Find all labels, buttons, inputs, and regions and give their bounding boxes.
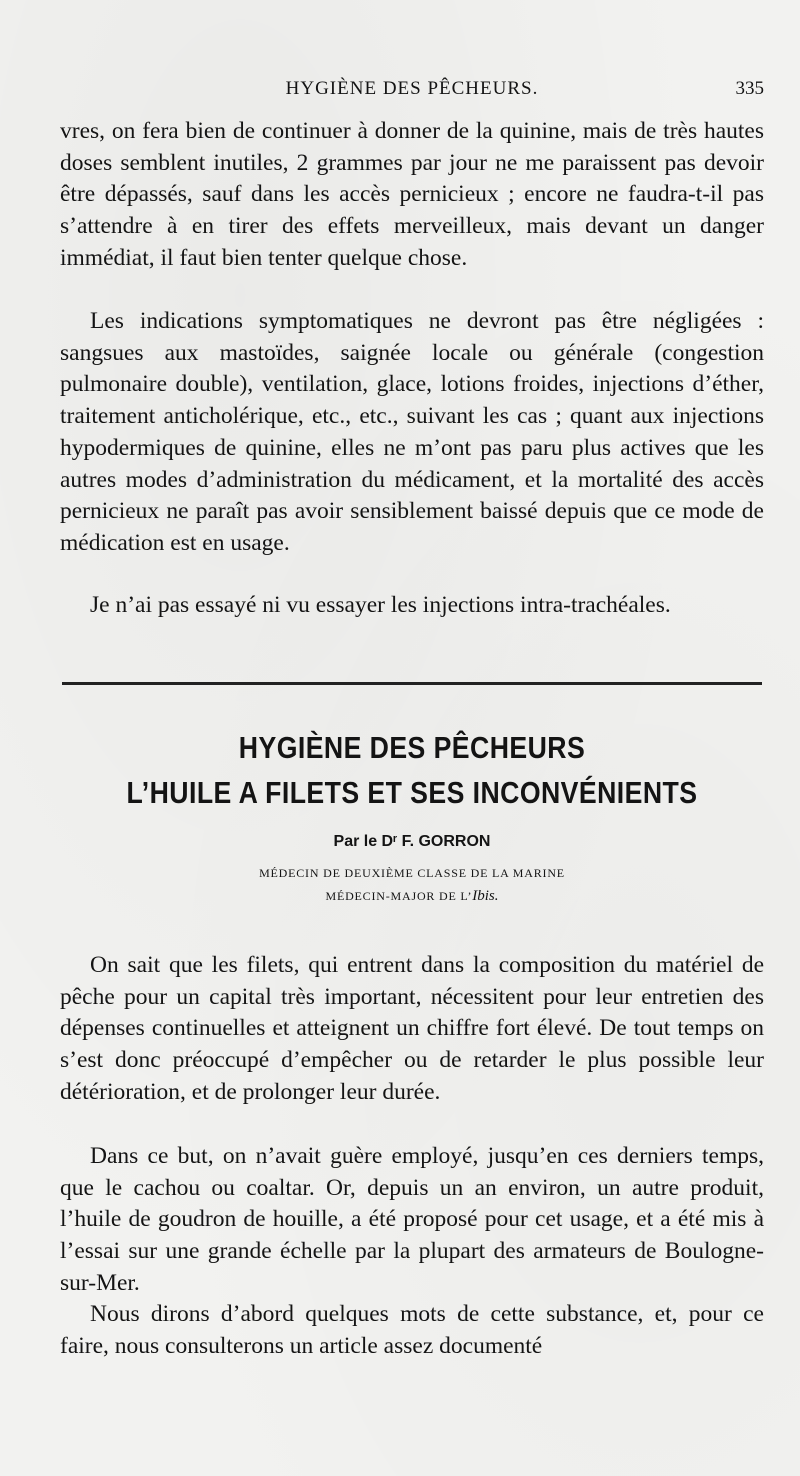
section-divider <box>62 682 762 685</box>
paragraph-continued: vres, on fera bien de continuer à donner de la quinine, mais de très hautes doses semblent inutiles, 2 grammes par jour ne me paraissent pas devoir être dépassés, sauf dans les accès pernicieux ; encore ne faudra-t-il pas s’attendre à en tirer des effets merveilleux, mais devant un danger immédiat, il faut bien tenter quelque chose. <box>60 118 764 271</box>
paragraph-coal-tar-oil: Dans ce but, on n’avait guère employé, jusqu’en ces derniers temps, que le cachou ou coaltar. Or, depuis un an environ, un autre produit, l’huile de goudron de houille, a été proposé pour cet usage, et a été mis à l’essai sur une grande échelle par la plupart des armateurs de Boulogne-sur-Mer. <box>60 1143 764 1296</box>
article-title-sub: L’HUILE A FILETS ET SES INCONVÉNIENTS <box>126 775 698 810</box>
paragraph-intratracheal: Je n’ai pas essayé ni vu essayer les injections intra-trachéales. <box>90 592 671 618</box>
author-affiliation-1: MÉDECIN DE DEUXIÈME CLASSE DE LA MARINE <box>259 866 565 880</box>
running-title: HYGIÈNE DES PÊCHEURS. <box>285 78 539 99</box>
running-head <box>60 76 764 104</box>
paragraph-nets-cost: On sait que les filets, qui entrent dans la composition du matériel de pêche pour un capital très important, nécessitent pour leur entretien des dépenses continuelles et atteignent un chiffre fort élevé. De tout temps on s’est donc préoccupé d’empêcher ou de retarder le plus possible leur détérioration, et de prolonger leur durée. <box>60 952 764 1105</box>
paragraph-symptomatic-indications: Les indications symptomatiques ne devront pas être négligées : sangsues aux mastoïdes, saignée locale ou générale (congestion pulmonaire double), ventilation, glace, lotions froides, injections d’éther, traitement anticholérique, etc., etc., suivant les cas ; quant aux injections hypodermiques de quinine, elles ne m’ont pas paru plus actives que les autres modes d’administration du médicament, et la mortalité des accès pernicieux ne paraît pas avoir sensiblement baissé depuis que ce mode de médication est en usage. <box>60 308 764 556</box>
article-title-main: HYGIÈNE DES PÊCHEURS <box>238 730 586 765</box>
page-number: 335 <box>735 78 764 99</box>
ship-name: Ibis. <box>472 888 499 904</box>
affiliation-prefix: MÉDECIN-MAJOR DE L’ <box>325 889 473 903</box>
article-byline: Par le Dʳ F. GORRON <box>333 833 491 850</box>
paragraph-substance-intro: Nous dirons d’abord quelques mots de cette substance, et, pour ce faire, nous consulterons un article assez documenté <box>60 1301 764 1359</box>
author-affiliation-2 <box>60 888 764 905</box>
